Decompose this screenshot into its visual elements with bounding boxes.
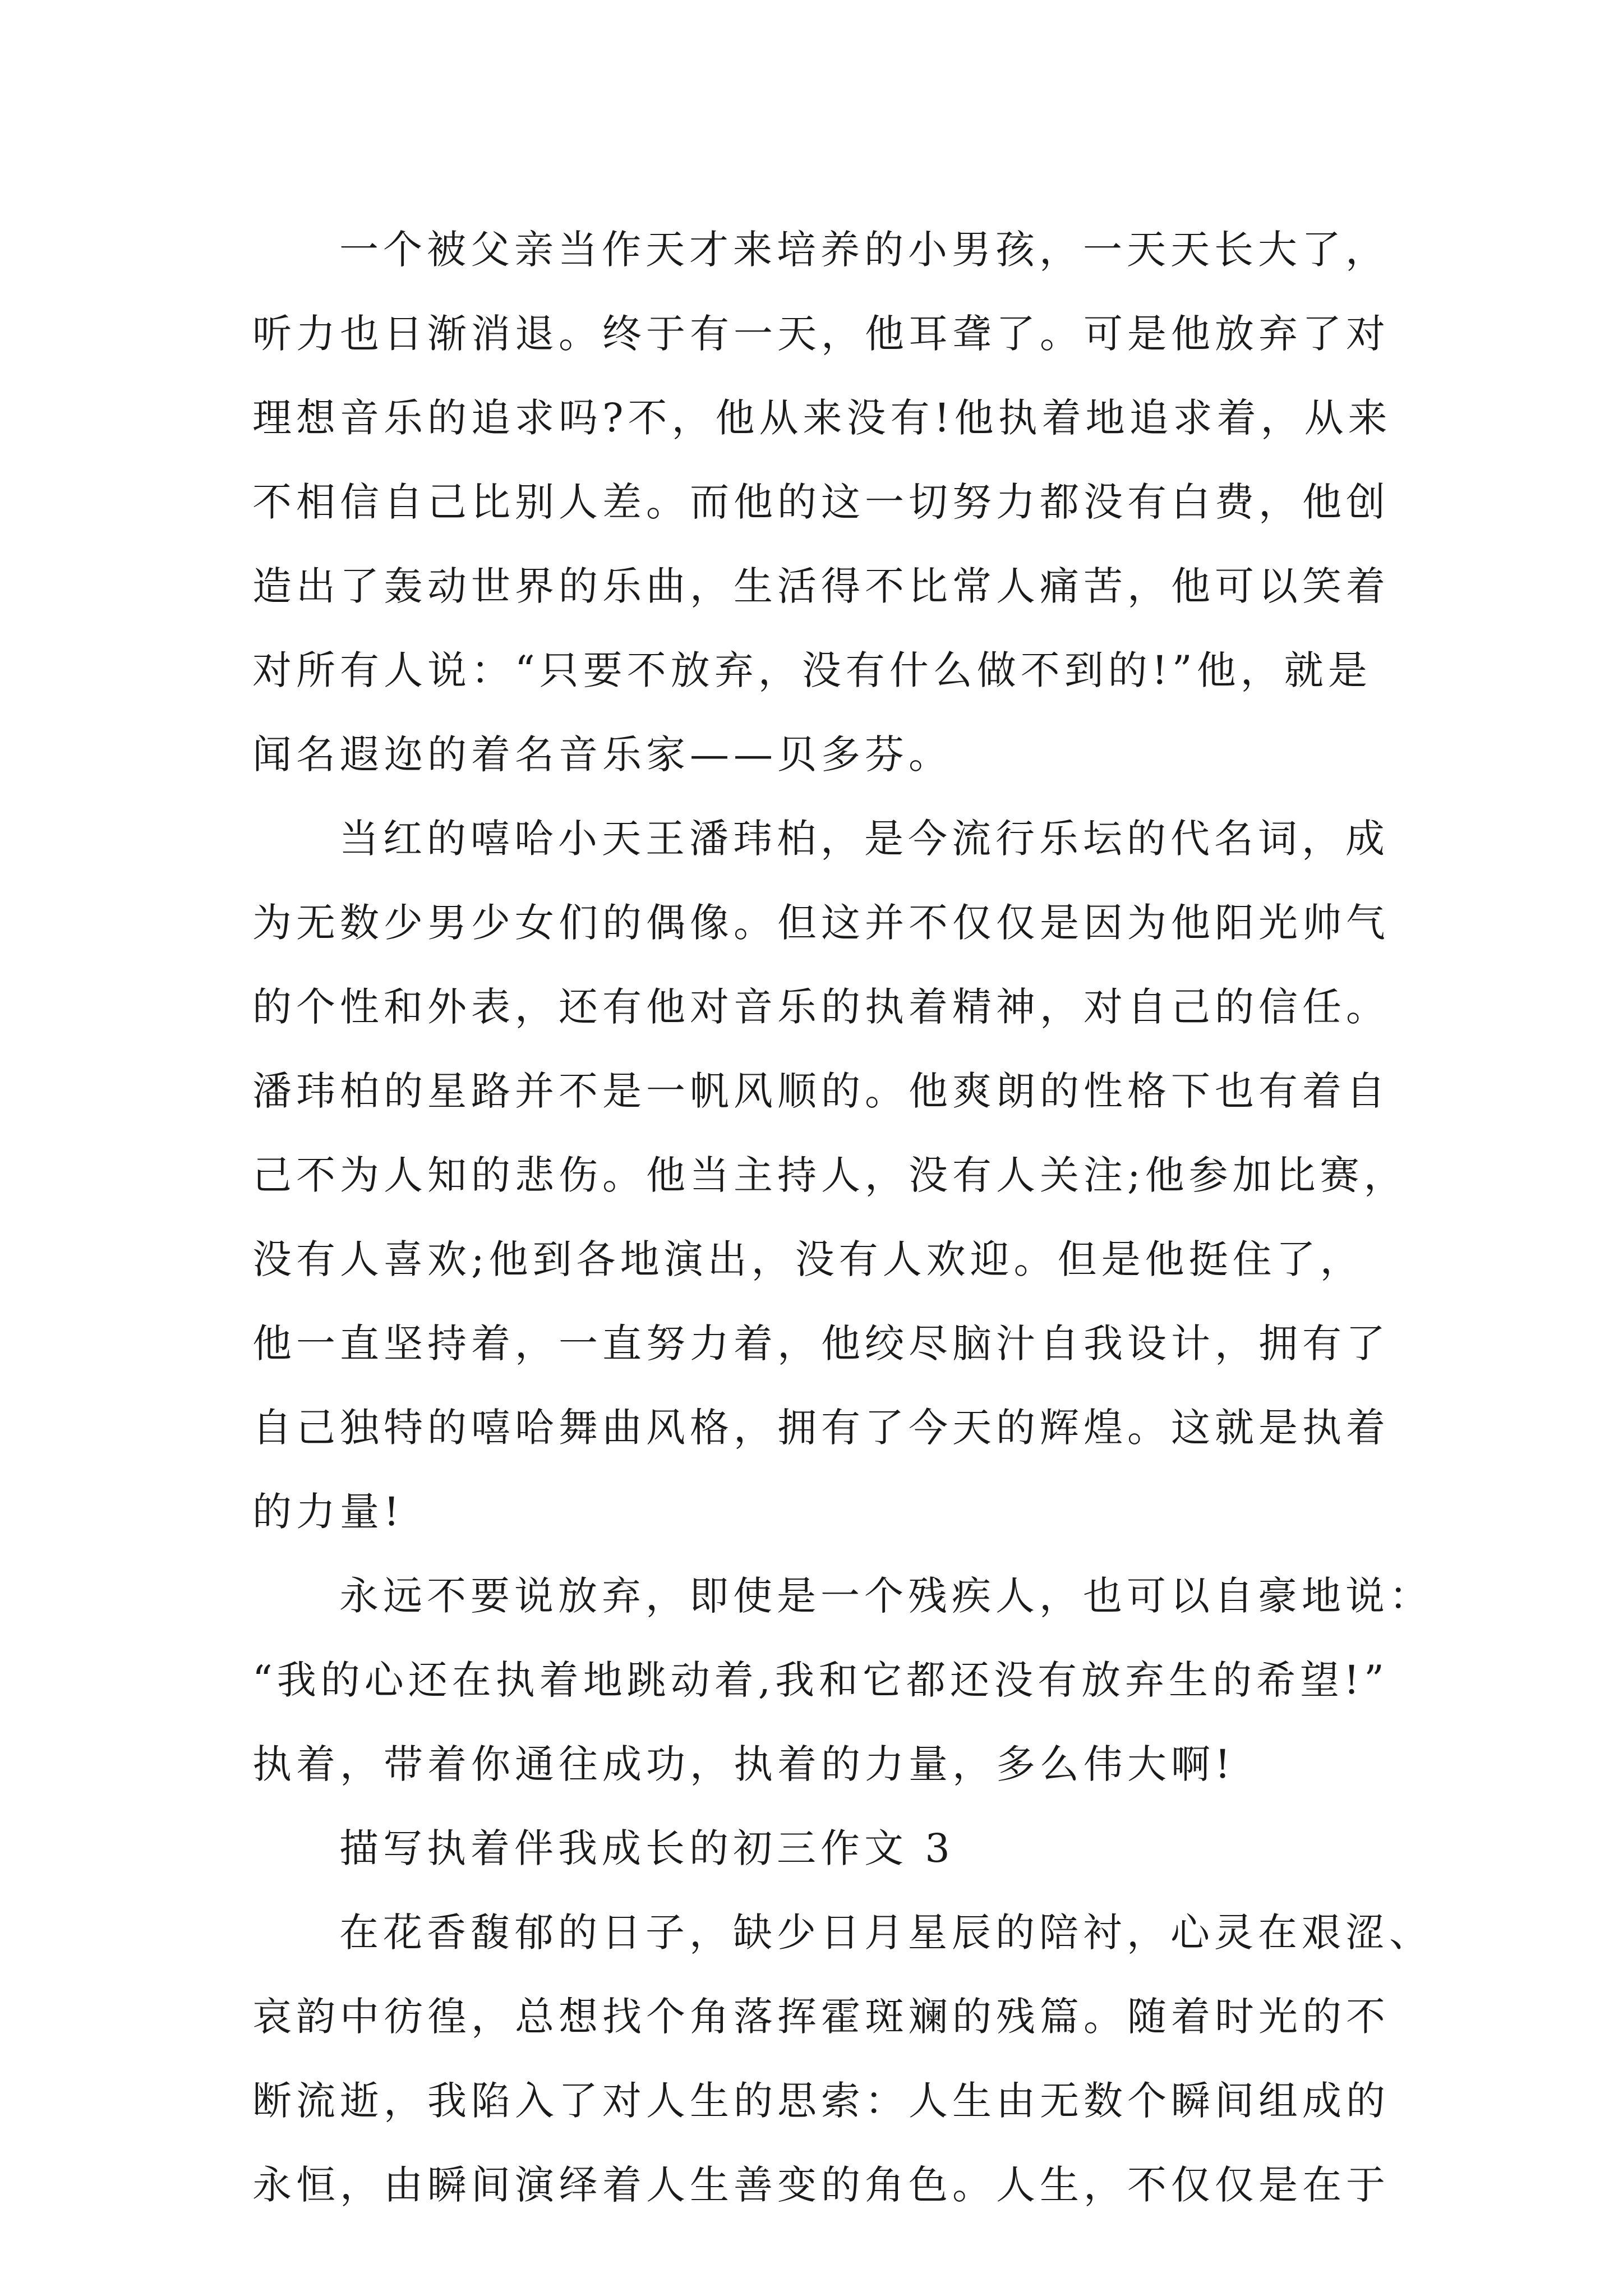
text-line: 不相信自己比别人差。而他的这一切努力都没有白费，他创 — [252, 479, 1390, 525]
text-line: 己不为人知的悲伤。他当主持人，没有人关注;他参加比赛， — [252, 1152, 1408, 1198]
text-line: 听力也日渐消退。终于有一天，他耳聋了。可是他放弃了对 — [252, 311, 1390, 357]
text-line: 执着，带着你通往成功，执着的力量，多么伟大啊! — [252, 1741, 1235, 1787]
text-line: 理想音乐的追求吗?不，他从来没有!他执着地追求着，从来 — [252, 395, 1392, 441]
text-line: 造出了轰动世界的乐曲，生活得不比常人痛苦，他可以笑着 — [252, 563, 1390, 609]
text-line: “我的心还在执着地跳动着,我和它都还没有放弃生的希望!” — [252, 1657, 1389, 1703]
text-line: 闻名遐迩的着名音乐家——贝多芬。 — [252, 731, 952, 777]
text-line: 哀韵中彷徨，总想找个角落挥霍斑斓的残篇。随着时光的不 — [252, 1994, 1390, 2040]
text-line: 断流逝，我陷入了对人生的思索：人生由无数个瞬间组成的 — [252, 2078, 1390, 2124]
text-line: 在花香馥郁的日子，缺少日月星辰的陪衬，心灵在艰涩、 — [339, 1910, 1433, 1955]
text-line: 当红的嘻哈小天王潘玮柏，是今流行乐坛的代名词，成 — [339, 816, 1389, 862]
text-line: 的力量! — [252, 1489, 404, 1535]
text-line: 永远不要说放弃，即使是一个残疾人，也可以自豪地说： — [339, 1573, 1433, 1619]
text-line: 一个被父亲当作天才来培养的小男孩，一天天长大了， — [339, 227, 1389, 273]
text-line: 永恒，由瞬间演绎着人生善变的角色。人生，不仅仅是在于 — [252, 2162, 1390, 2208]
text-line: 没有人喜欢;他到各地演出，没有人欢迎。但是他挺住了， — [252, 1236, 1364, 1282]
text-line: 自己独特的嘻哈舞曲风格，拥有了今天的辉煌。这就是执着 — [252, 1405, 1390, 1451]
text-line: 为无数少男少女们的偶像。但这并不仅仅是因为他阳光帅气 — [252, 900, 1390, 946]
text-line: 描写执着伴我成长的初三作文 3 — [339, 1825, 955, 1871]
text-line: 的个性和外表，还有他对音乐的执着精神，对自己的信任。 — [252, 984, 1390, 1030]
text-line: 潘玮柏的星路并不是一帆风顺的。他爽朗的性格下也有着自 — [252, 1068, 1390, 1114]
text-line: 对所有人说：“只要不放弃，没有什么做不到的!”他，就是 — [252, 647, 1372, 693]
text-line: 他一直坚持着，一直努力着，他绞尽脑汁自我设计，拥有了 — [252, 1320, 1390, 1366]
essay-body — [252, 208, 1433, 2227]
